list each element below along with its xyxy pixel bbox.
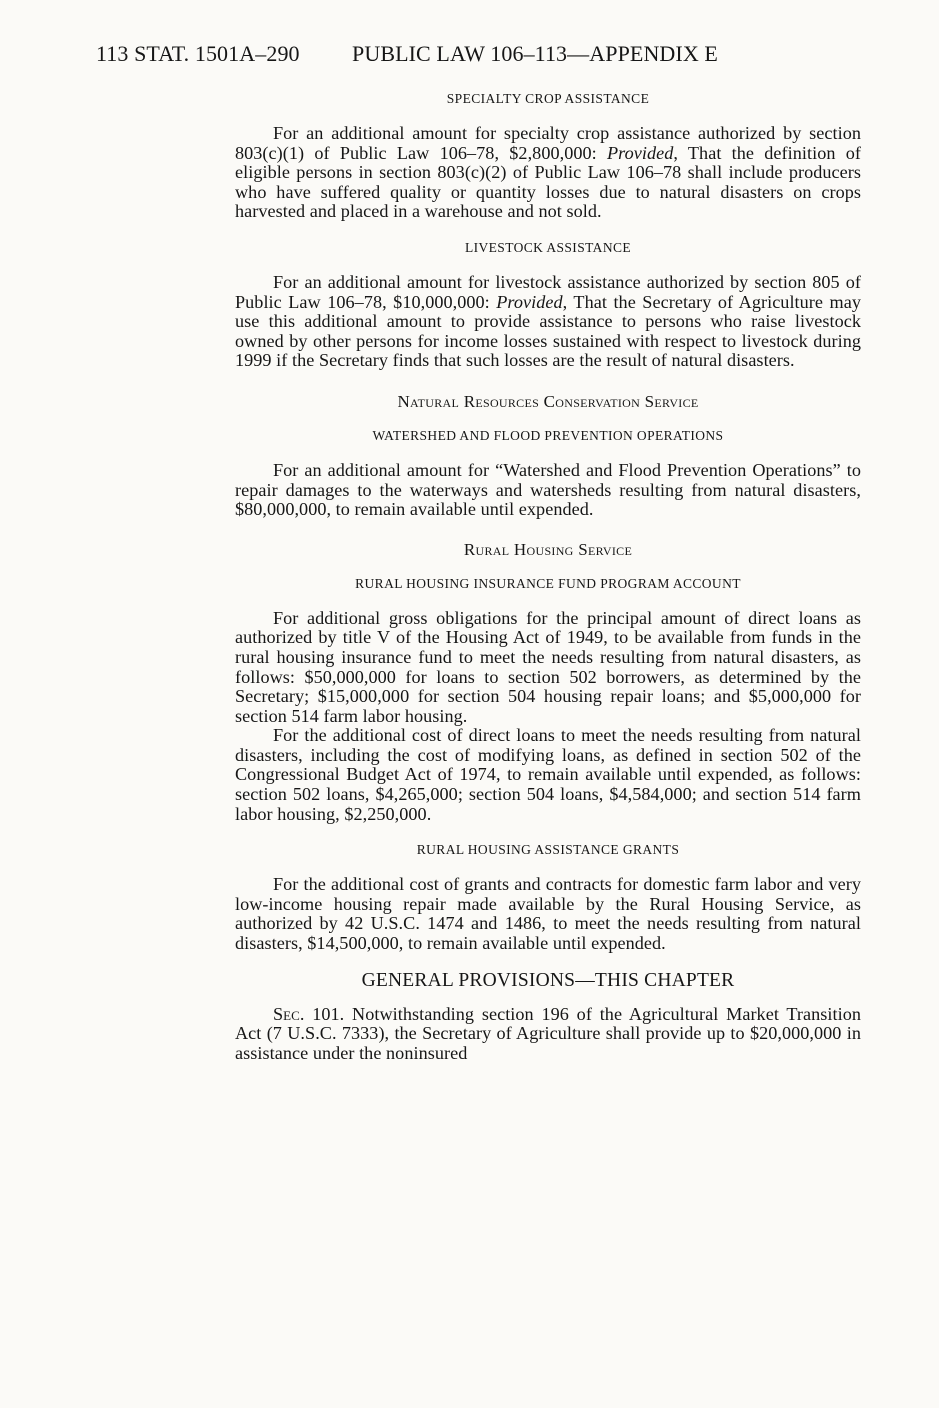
paragraph-specialty-crop: For an additional amount for specialty crop assistance authorized by section 803(c)(1) of Public Law 106–78, $2,800,000: Provided, That the definition of eligible persons in section 803(c)(2) of Public Law 106–78 shall include producers who have suffered quality or quantity losses due to natural disasters on crops harvested and placed in a warehouse and not sold. [235, 123, 861, 222]
law-title: PUBLIC LAW 106–113—APPENDIX E [352, 41, 718, 66]
running-head [96, 40, 856, 68]
section-heading-specialty-crop: SPECIALTY CROP ASSISTANCE [446, 91, 650, 106]
paragraph-watershed: For an additional amount for “Watershed and Flood Prevention Operations” to repair damages to the waterways and watersheds resulting from natural disasters, $80,000,000, to remain available until expended. [235, 459, 861, 520]
paragraph-insurance-fund-2: For the additional cost of direct loans to meet the needs resulting from natural disasters, including the cost of modifying loans, as defined in section 502 of the Congressional Budget Act of 1974, to remain available until expended, as follows: section 502 loans, $4,265,000; section 504 loans, $4,584,000; and section 514 farm labor housing, $2,250,000. [235, 725, 861, 824]
proviso-term: Provided [606, 142, 674, 163]
section-heading-assistance-grants: RURAL HOUSING ASSISTANCE GRANTS [416, 842, 680, 858]
paragraph-insurance-fund-1: For additional gross obligations for the principal amount of direct loans as authorized by title V of the Housing Act of 1949, to be available from funds in the rural housing insurance fund to meet the needs resulting from natural disasters, as follows: $50,000,000 for loans to section 502 borrowers, as determined by the Secretary; $15,000,000 for section 504 housing repair loans; and $5,000,000 for section 514 farm labor housing. [235, 607, 861, 726]
paragraph-livestock: For an additional amount for livestock assistance authorized by section 805 of Public Law 106–78, $10,000,000: Provided, That the Secretary of Agriculture may use this additional amount to provide assistance to persons who raise livestock owned by other persons for income losses sustained with respect to livestock during 1999 if the Secretary finds that such losses are the result of natural disasters. [235, 271, 861, 371]
section-number: Sec. 101. [273, 1003, 345, 1024]
section-heading-livestock: LIVESTOCK ASSISTANCE [464, 239, 632, 255]
section-heading-insurance-fund: RURAL HOUSING INSURANCE FUND PROGRAM ACCOUNT [355, 575, 741, 591]
section-heading-watershed: WATERSHED AND FLOOD PREVENTION OPERATIONS [372, 427, 724, 443]
proviso-term: Provided [496, 291, 563, 312]
general-provisions-heading: GENERAL PROVISIONS—THIS CHAPTER [361, 969, 735, 991]
paragraph-sec-101: Sec. 101. Notwithstanding section 196 of the Agricultural Market Transition Act (7 U.S.C. 7333), the Secretary of Agriculture shall provide up to $20,000,000 in assistance under the noninsured [235, 1003, 861, 1063]
agency-heading-rhs: Rural Housing Service [463, 539, 633, 559]
statute-citation: 113 STAT. 1501A–290 [96, 41, 300, 66]
document-body [235, 90, 861, 1063]
agency-heading-nrcs: Natural Resources Conservation Service [397, 391, 699, 411]
paragraph-assistance-grants: For the additional cost of grants and contracts for domestic farm labor and very low-income housing repair made available by the Rural Housing Service, as authorized by 42 U.S.C. 1474 and 1486, to meet the needs resulting from natural disasters, $14,500,000, to remain available until expended. [235, 874, 861, 954]
